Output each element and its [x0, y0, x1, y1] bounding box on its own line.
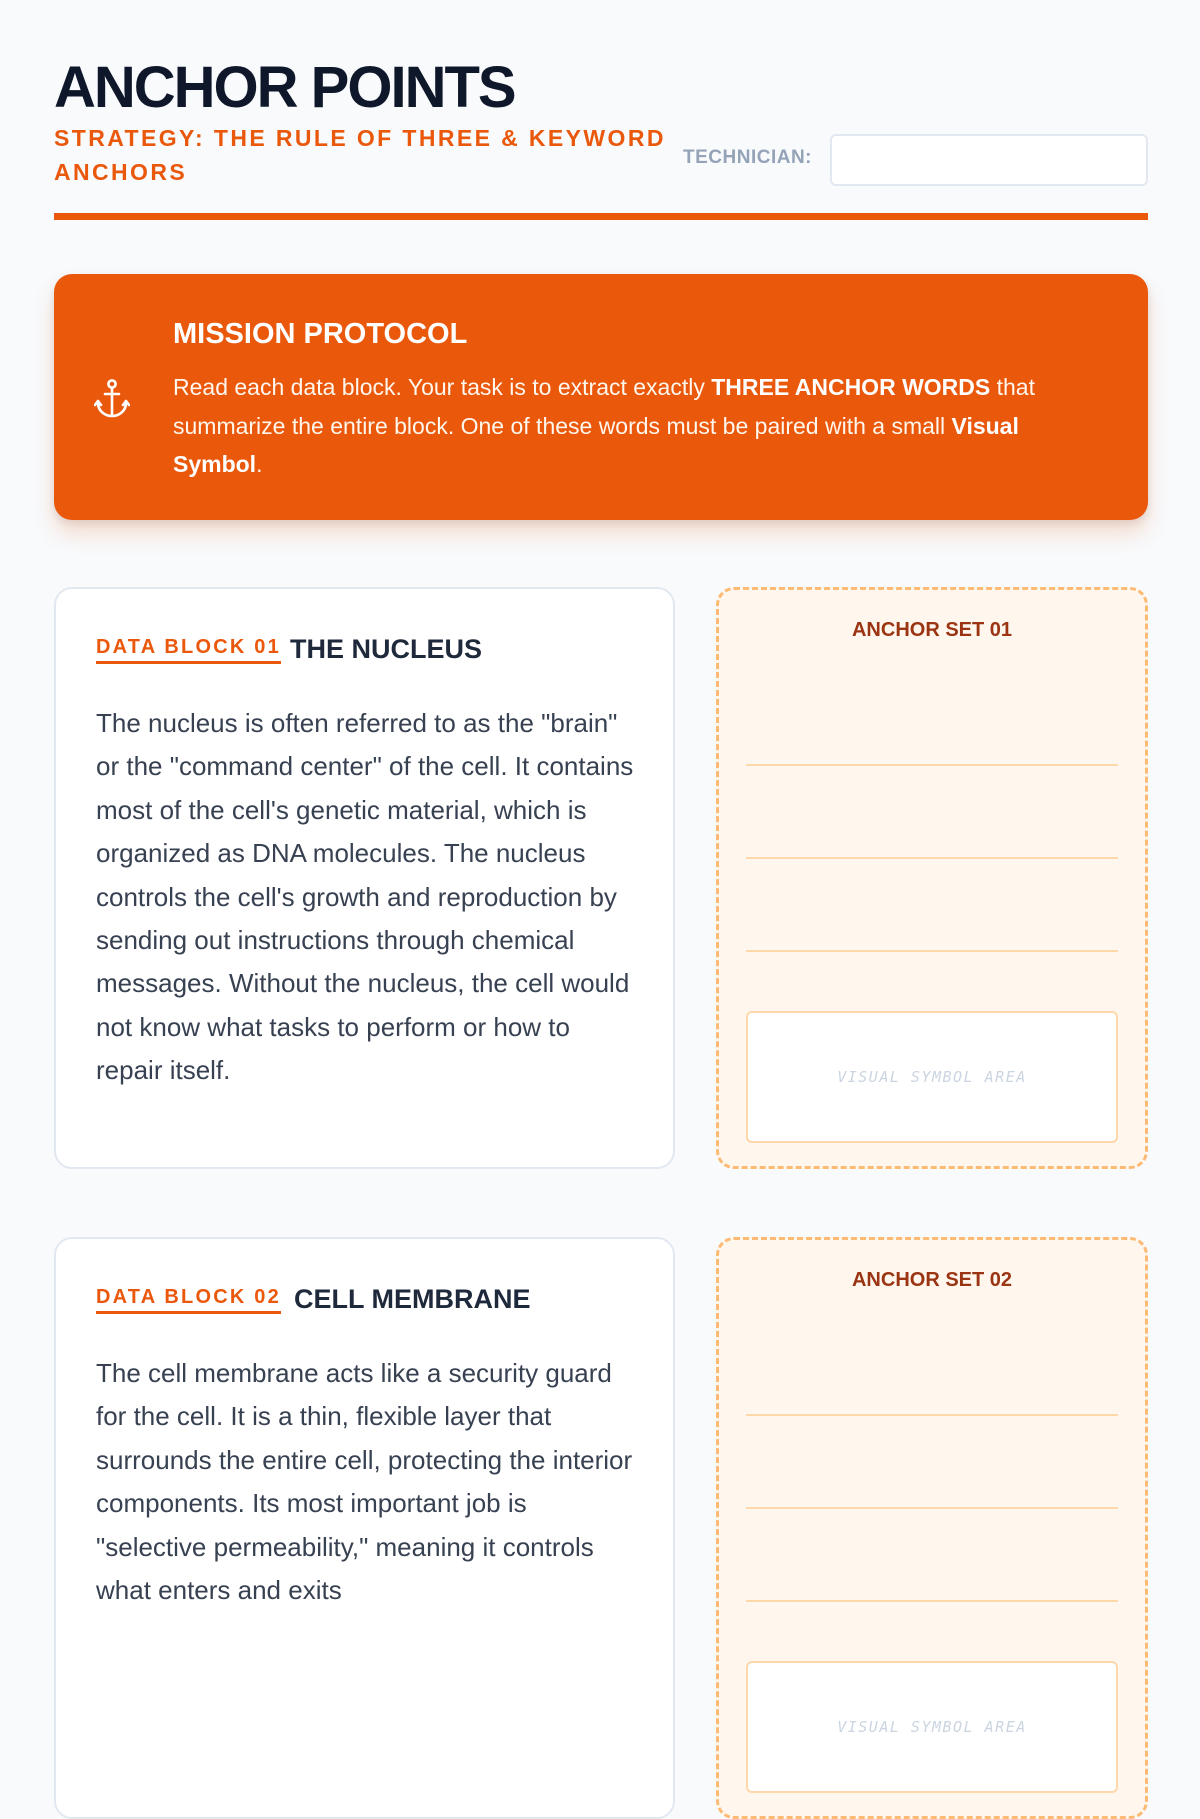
anchor-word-line[interactable] — [746, 764, 1118, 766]
mission-text-part: Read each data block. Your task is to extract exactly — [173, 374, 712, 400]
mission-text-part: . — [256, 451, 263, 477]
mission-protocol-banner — [54, 274, 1148, 520]
data-block-card — [54, 587, 675, 1169]
anchor-set-title: ANCHOR SET 01 — [851, 619, 1013, 641]
anchor-set-card — [716, 587, 1148, 1169]
anchor-word-line[interactable] — [746, 1414, 1118, 1416]
header-divider — [54, 213, 1148, 220]
visual-symbol-label: VISUAL SYMBOL AREA — [837, 1068, 1027, 1086]
technician-label: TECHNICIAN: — [683, 147, 812, 168]
data-block-title: THE NUCLEUS — [290, 634, 483, 664]
anchor-set-card — [716, 1237, 1148, 1819]
anchor-word-line[interactable] — [746, 857, 1118, 859]
anchor-word-line[interactable] — [746, 1507, 1118, 1509]
worksheet-header — [54, 0, 1148, 222]
visual-symbol-label: VISUAL SYMBOL AREA — [837, 1718, 1027, 1736]
mission-emphasis-anchor-words: THREE ANCHOR WORDS — [711, 374, 991, 400]
page-title: ANCHOR POINTS — [54, 55, 515, 120]
visual-symbol-area[interactable] — [746, 1011, 1118, 1143]
data-block-tag: DATA BLOCK 02 — [96, 1285, 281, 1314]
visual-symbol-area[interactable] — [746, 1661, 1118, 1793]
data-block-title: CELL MEMBRANE — [294, 1284, 531, 1314]
data-block-tag: DATA BLOCK 01 — [96, 635, 281, 664]
data-block-text: The nucleus is often referred to as the "brain" or the "command center" of the cell. It contains most of the cell's genetic material, which is organized as DNA molecules. The nucleus controls the cell's growth and reproduction by sending out instructions through chemical messages. Without the nucleus, the cell would not know what tasks to perform or how to repair itself. — [96, 708, 634, 1086]
mission-instructions — [173, 368, 1103, 484]
strategy-subtitle: STRATEGY: THE RULE OF THREE & KEYWORD ANCHORS — [54, 125, 666, 185]
data-block-text: The cell membrane acts like a security guard for the cell. It is a thin, flexible layer that surrounds the entire cell, protecting the interior components. Its most important job is "selective permeability," meaning it controls what enters and exits — [96, 1358, 633, 1606]
anchor-word-line[interactable] — [746, 950, 1118, 952]
mission-text-part: that summarize the entire block. One of these words must be paired with a small — [173, 374, 1035, 439]
data-block-card — [54, 1237, 675, 1819]
technician-input[interactable] — [830, 134, 1148, 186]
anchor-icon — [94, 378, 130, 420]
anchor-word-line[interactable] — [746, 1600, 1118, 1602]
mission-title: MISSION PROTOCOL — [173, 318, 468, 350]
anchor-set-title: ANCHOR SET 02 — [851, 1269, 1013, 1291]
worksheet-page — [54, 0, 1148, 1736]
mission-emphasis-visual-symbol: Visual Symbol — [173, 412, 1019, 477]
